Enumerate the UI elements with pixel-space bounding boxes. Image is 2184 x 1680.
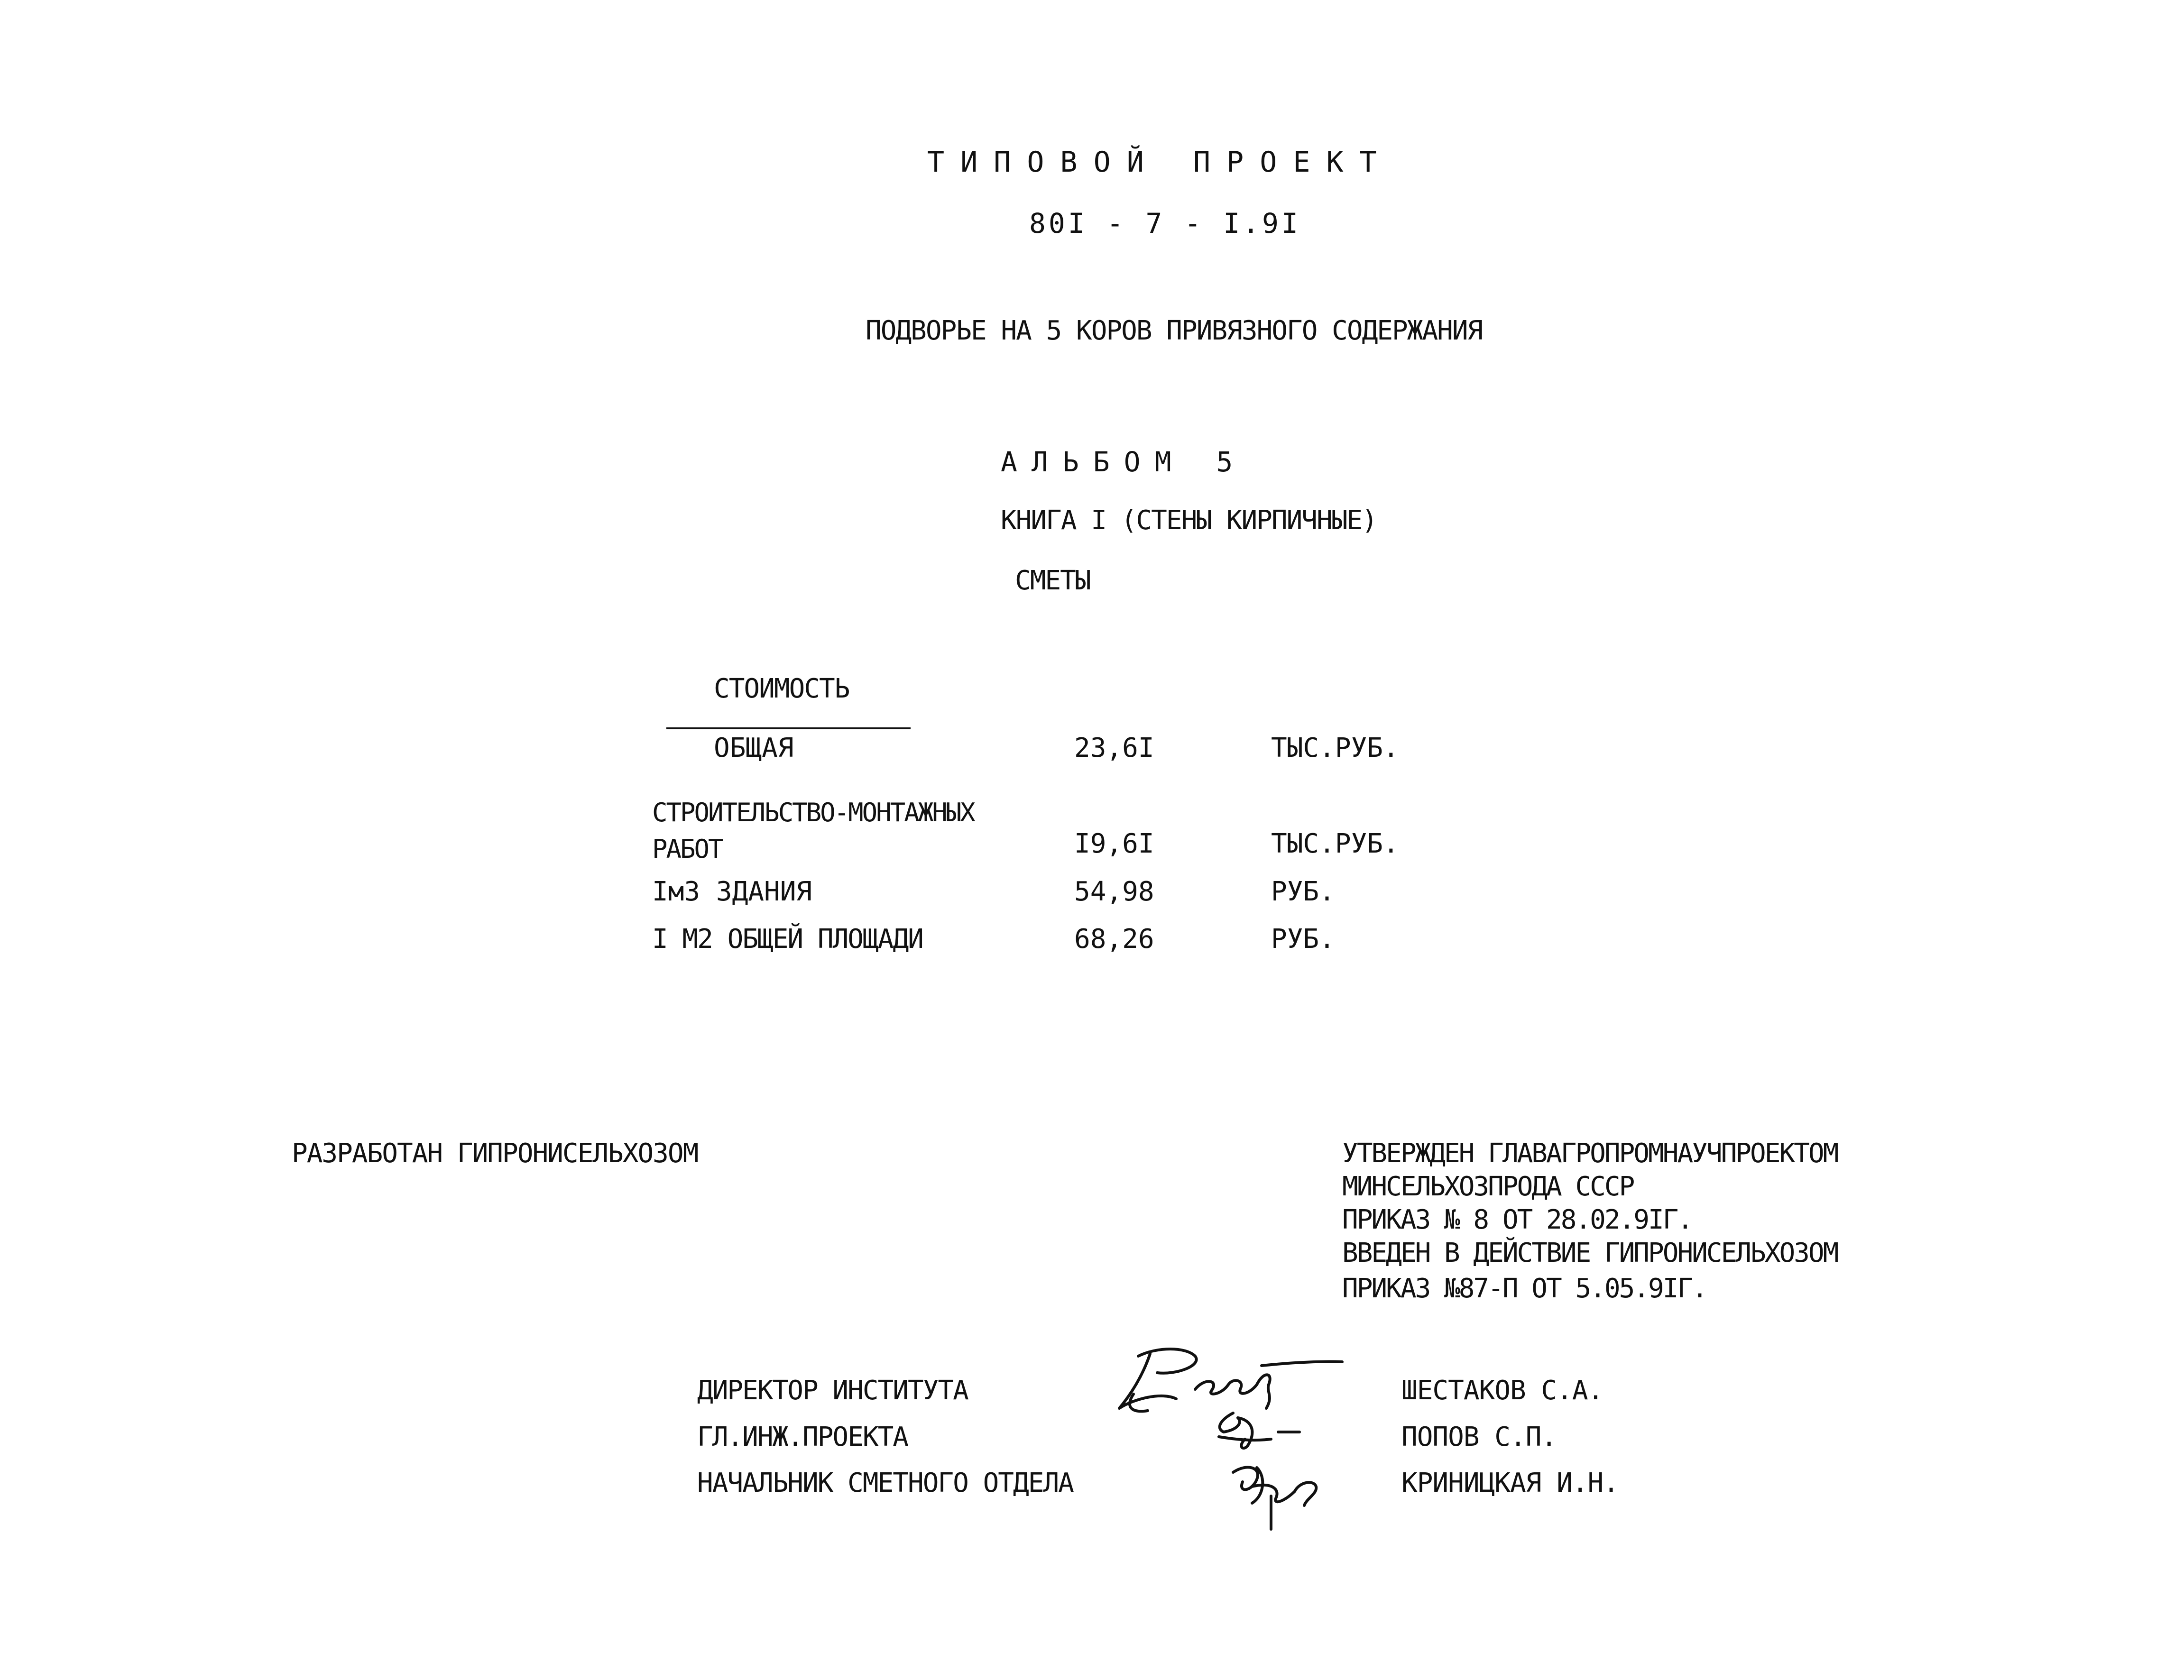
- developed-by: РАЗРАБОТАН ГИПРОНИСЕЛЬХОЗОМ: [292, 1138, 698, 1169]
- signatory-name: КРИНИЦКАЯ И.Н.: [1401, 1468, 1619, 1498]
- project-number: 80I - 7 - I.9I: [1029, 207, 1301, 239]
- doc-title: ТИПОВОЙ ПРОЕКТ: [927, 146, 1393, 179]
- album-label: АЛЬБОМ 5: [1001, 446, 1247, 478]
- approval-line: УТВЕРЖДЕН ГЛАВАГРОПРОМНАУЧПРОЕКТОМ: [1342, 1138, 1838, 1169]
- section-label: СМЕТЫ: [1015, 565, 1090, 596]
- cost-value: 23,6I: [1074, 733, 1154, 763]
- approval-line: ПРИКАЗ № 8 ОТ 28.02.9IГ.: [1342, 1204, 1692, 1235]
- signatory-name: ПОПОВ С.П.: [1401, 1422, 1557, 1452]
- cost-heading-underline: [666, 727, 911, 729]
- approval-line: МИНСЕЛЬХОЗПРОДА СССР: [1342, 1171, 1634, 1202]
- signature-estimate-head: [1224, 1453, 1347, 1536]
- approval-line: ПРИКАЗ №87-П ОТ 5.05.9IГ.: [1342, 1273, 1706, 1304]
- signatory-name: ШЕСТАКОВ С.А.: [1401, 1375, 1603, 1406]
- cost-unit: ТЫС.РУБ.: [1271, 733, 1399, 763]
- cost-heading: СТОИМОСТЬ: [714, 673, 849, 704]
- cost-label: IмЗ ЗДАНИЯ: [652, 876, 812, 907]
- signatory-position: ГЛ.ИНЖ.ПРОЕКТА: [697, 1422, 908, 1452]
- signatory-position: НАЧАЛЬНИК СМЕТНОГО ОТДЕЛА: [697, 1468, 1073, 1498]
- cost-unit: РУБ.: [1271, 924, 1335, 955]
- cost-label: I М2 ОБЩЕЙ ПЛОЩАДИ: [652, 924, 923, 955]
- cost-value: 68,26: [1074, 924, 1154, 955]
- cost-label: СТРОИТЕЛЬСТВО-МОНТАЖНЫХ РАБОТ: [652, 798, 974, 864]
- signatory-position: ДИРЕКТОР ИНСТИТУТА: [697, 1375, 968, 1406]
- project-subject: ПОДВОРЬЕ НА 5 КОРОВ ПРИВЯЗНОГО СОДЕРЖАНИЯ: [866, 315, 1483, 346]
- cost-value: 54,98: [1074, 876, 1154, 907]
- cost-unit: ТЫС.РУБ.: [1271, 828, 1399, 859]
- cost-value: I9,6I: [1074, 828, 1154, 859]
- approval-line: ВВЕДЕН В ДЕЙСТВИЕ ГИПРОНИСЕЛЬХОЗОМ: [1342, 1238, 1838, 1268]
- cost-unit: РУБ.: [1271, 876, 1335, 907]
- book-label: КНИГА I (СТЕНЫ КИРПИЧНЫЕ): [1001, 505, 1377, 536]
- cost-label: ОБЩАЯ: [714, 733, 794, 763]
